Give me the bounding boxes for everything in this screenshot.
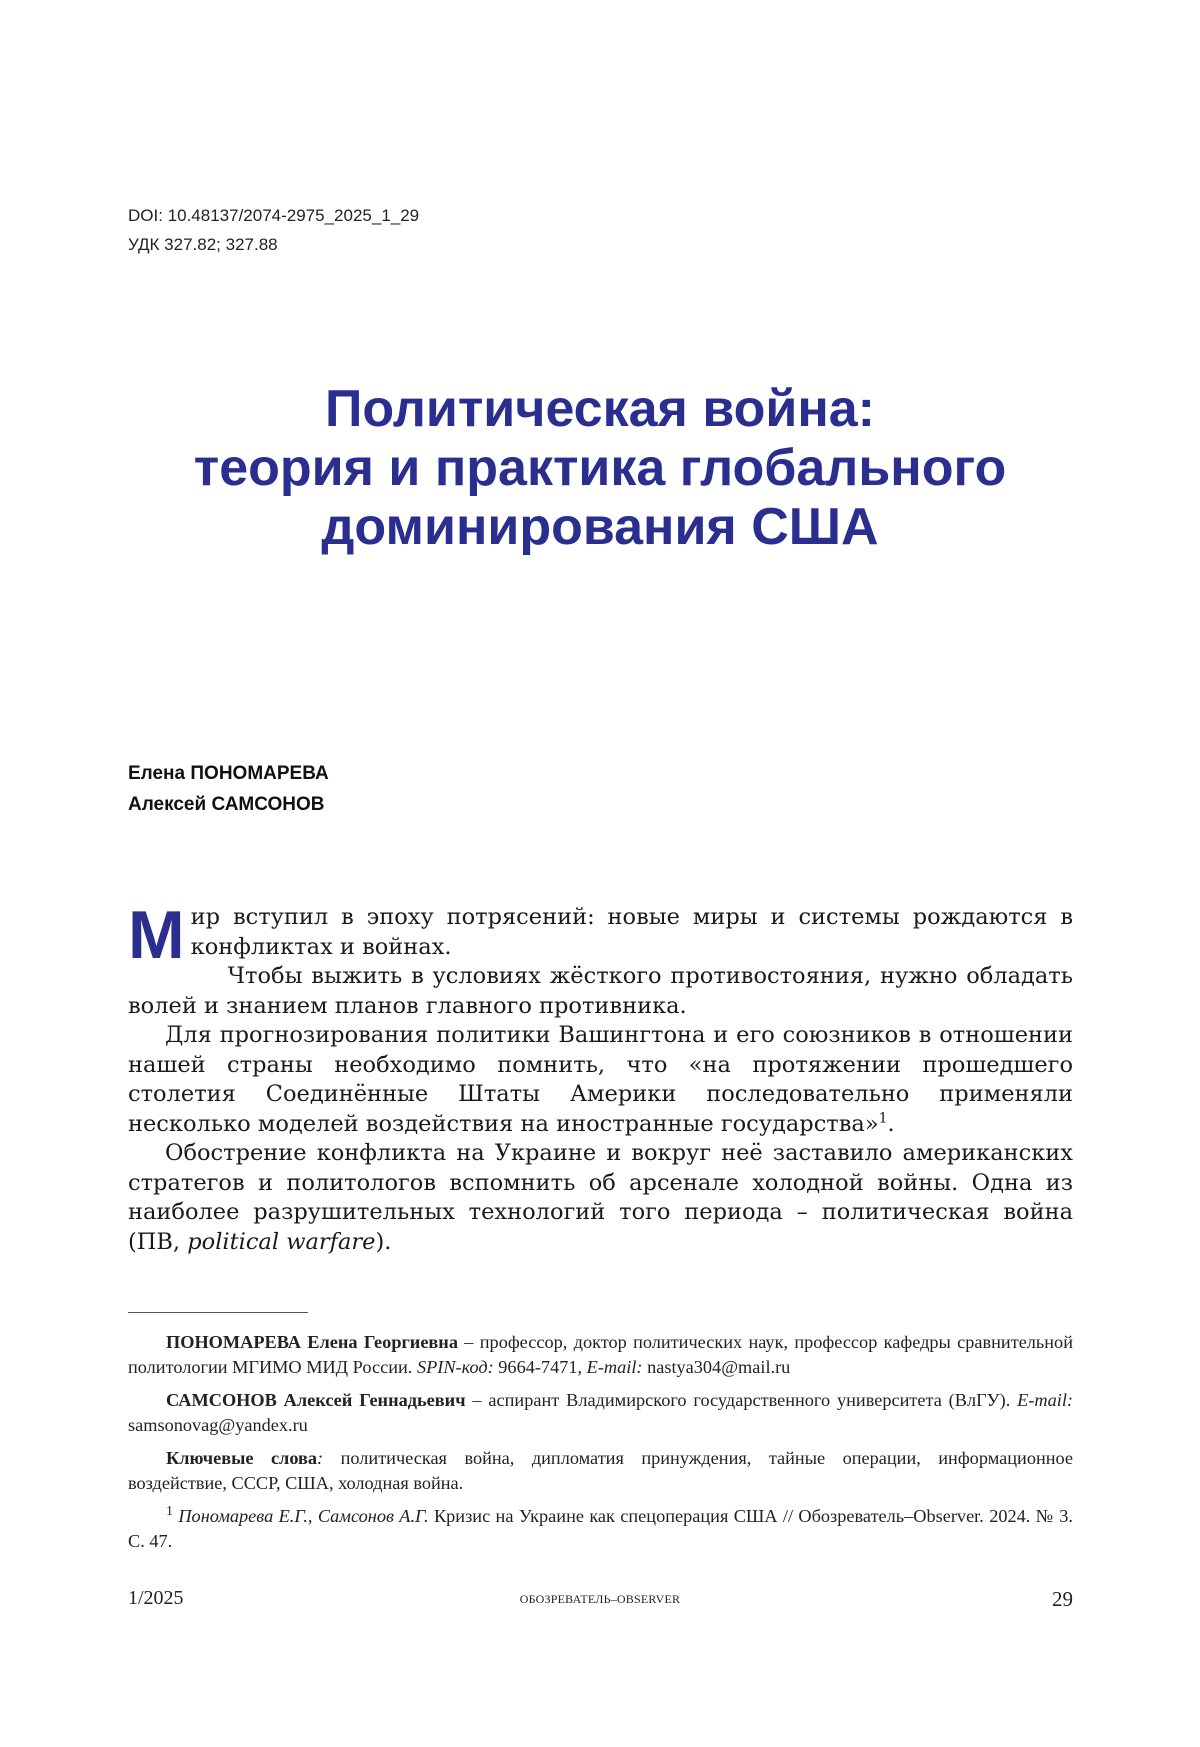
page-number: 29 <box>1052 1587 1073 1611</box>
paragraph-4-text: Обострение конфликта на Украине и вокруг неё заставило американских стратегов и политологов вспомнить об арсенале холодной войны. Одна из наиболее разрушительных технологий того периода – политическая война (ПВ, <box>128 1140 1073 1255</box>
footnote-ref-1[interactable]: 1 <box>878 1110 888 1126</box>
email-label-1: E-mail: <box>586 1356 643 1377</box>
footnote-1-authors: Пономарева Е.Г., Самсонов А.Г. <box>178 1506 429 1526</box>
keywords-label: Ключевые слова <box>166 1448 318 1468</box>
keywords <box>128 1446 1073 1495</box>
spin-label: SPIN-код: <box>416 1356 494 1377</box>
email-1[interactable]: nastya304@mail.ru <box>642 1356 791 1377</box>
footnote-1-text: Кризис на Украине как спецоперация США // Обозреватель–Observer. 2024. № 3. С. 47. <box>128 1506 1073 1551</box>
footnotes <box>128 1330 1073 1562</box>
paragraph-3-text: Для прогнозирования политики Вашингтона и его союзников в отношении нашей страны необходимо помнить, что «на протяжении прошедшего столетия Соединённые Штаты Америки последовательно применяли несколько моделей воздействия на иностранные государства» <box>128 1022 1073 1137</box>
paragraph-4-italic: political warfare <box>187 1228 376 1255</box>
author-note-1 <box>128 1330 1073 1379</box>
author-1: Елена ПОНОМАРЕВА <box>128 763 329 784</box>
keywords-text: политическая война, дипломатия принуждения, тайные операции, информационное воздействие, СССР, США, холодная война. <box>128 1448 1073 1493</box>
paragraph-4 <box>128 1139 1073 1257</box>
email-label-2: E-mail: <box>1017 1390 1073 1410</box>
author-note-2 <box>128 1388 1073 1437</box>
footnote-1-number: 1 <box>166 1503 173 1519</box>
author-note-1-name: ПОНОМАРЕВА Елена Георгиевна <box>166 1332 458 1352</box>
paragraph-1 <box>128 897 1073 973</box>
title-line-1: Политическая война: <box>324 380 875 438</box>
footnote-divider <box>128 1312 308 1313</box>
author-2: Алексей САМСОНОВ <box>128 794 325 815</box>
paragraph-3-end: . <box>887 1110 895 1137</box>
paragraph-4-end: ). <box>375 1228 392 1255</box>
spin-code: 9664-7471, <box>493 1356 587 1377</box>
article-title <box>0 380 1200 557</box>
doi: DOI: 10.48137/2074-2975_2025_1_29 <box>128 206 420 225</box>
article-body <box>128 897 1073 1257</box>
footnote-1 <box>128 1504 1073 1553</box>
issue-number: 1/2025 <box>128 1587 184 1609</box>
keywords-colon: : <box>317 1448 324 1468</box>
udk-code: УДК 327.82; 327.88 <box>128 235 278 254</box>
title-line-2: теория и практика глобального <box>193 439 1007 497</box>
drop-cap: М <box>128 897 185 973</box>
journal-name: ОБОЗРЕВАТЕЛЬ–OBSERVER <box>519 1592 681 1606</box>
author-note-2-text: – аспирант Владимирского государственного университета (ВлГУ). <box>465 1390 1018 1410</box>
paragraph-3 <box>128 1021 1073 1139</box>
author-note-1-text: – профессор, доктор политических наук, профессор кафедры сравнительной политологии МГИМО МИД России. <box>128 1332 1073 1377</box>
title-line-3: доминирования США <box>321 498 879 556</box>
paragraph-2: Чтобы выжить в условиях жёсткого противостояния, нужно обладать волей и знанием планов главного противника. <box>128 963 1073 1019</box>
paragraph-1-text: ир вступил в эпоху потрясений: новые миры и системы рождаются в конфликтах и войнах. <box>190 904 1073 960</box>
email-2[interactable]: samsonovag@yandex.ru <box>128 1414 308 1435</box>
author-note-2-name: САМСОНОВ Алексей Геннадьевич <box>166 1390 466 1410</box>
